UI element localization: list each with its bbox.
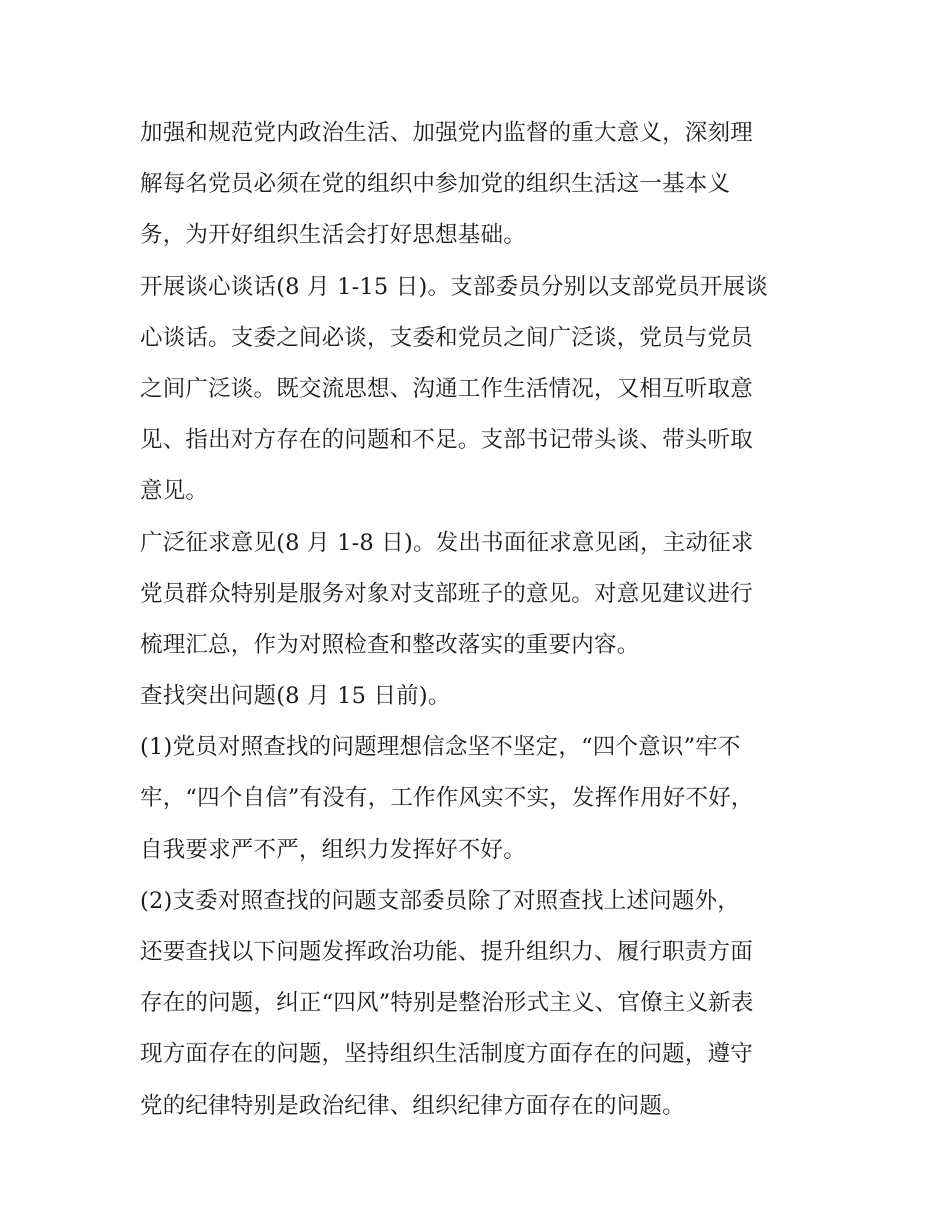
paragraph-heart-to-heart-talks	[140, 262, 820, 518]
paragraph-member-problems	[140, 722, 820, 876]
text-line: (1)党员对照查找的问题理想信念坚不坚定，“四个意识”牢不	[140, 734, 741, 761]
text-line: 广泛征求意见(8 月 1-8 日)。发出书面征求意见函，主动征求	[140, 529, 754, 556]
text-line: 务，为开好组织生活会打好思想基础。	[140, 222, 526, 249]
text-line: 现方面存在的问题，坚持组织生活制度方面存在的问题，遵守	[140, 1041, 753, 1068]
text-line: (2)支委对照查找的问题支部委员除了对照查找上述问题外，	[140, 887, 740, 914]
paragraph-committee-problems	[140, 876, 820, 1132]
paragraph-find-problems-heading	[140, 671, 820, 722]
paragraph-study-significance	[140, 108, 820, 262]
paragraph-solicit-opinions	[140, 518, 820, 672]
text-line: 存在的问题，纠正“四风”特别是整治形式主义、官僚主义新表	[140, 990, 754, 1017]
text-line: 解每名党员必须在党的组织中参加党的组织生活这一基本义	[140, 171, 731, 198]
text-line: 自我要求严不严，组织力发挥好不好。	[140, 836, 526, 863]
text-line: 党员群众特别是服务对象对支部班子的意见。对意见建议进行	[140, 580, 753, 607]
text-line: 查找突出问题(8 月 15 日前)。	[140, 683, 451, 710]
text-line: 党的纪律特别是政治纪律、组织纪律方面存在的问题。	[140, 1092, 685, 1119]
text-line: 开展谈心谈话(8 月 1-15 日)。支部委员分别以支部党员开展谈	[140, 273, 768, 300]
text-line: 梳理汇总，作为对照检查和整改落实的重要内容。	[140, 631, 640, 658]
text-line: 牢，“四个自信”有没有，工作作风实不实，发挥作用好不好，	[140, 785, 754, 812]
document-body	[140, 108, 820, 1132]
text-line: 还要查找以下问题发挥政治功能、提升组织力、履行职责方面	[140, 939, 753, 965]
text-line: 心谈话。支委之间必谈，支委和党员之间广泛谈，党员与党员	[140, 324, 753, 351]
text-line: 见、指出对方存在的问题和不足。支部书记带头谈、带头听取	[140, 427, 753, 454]
text-line: 意见。	[140, 478, 209, 505]
text-line: 加强和规范党内政治生活、加强党内监督的重大意义，深刻理	[140, 120, 753, 146]
text-line: 之间广泛谈。既交流思想、沟通工作生活情况，又相互听取意	[140, 375, 753, 402]
